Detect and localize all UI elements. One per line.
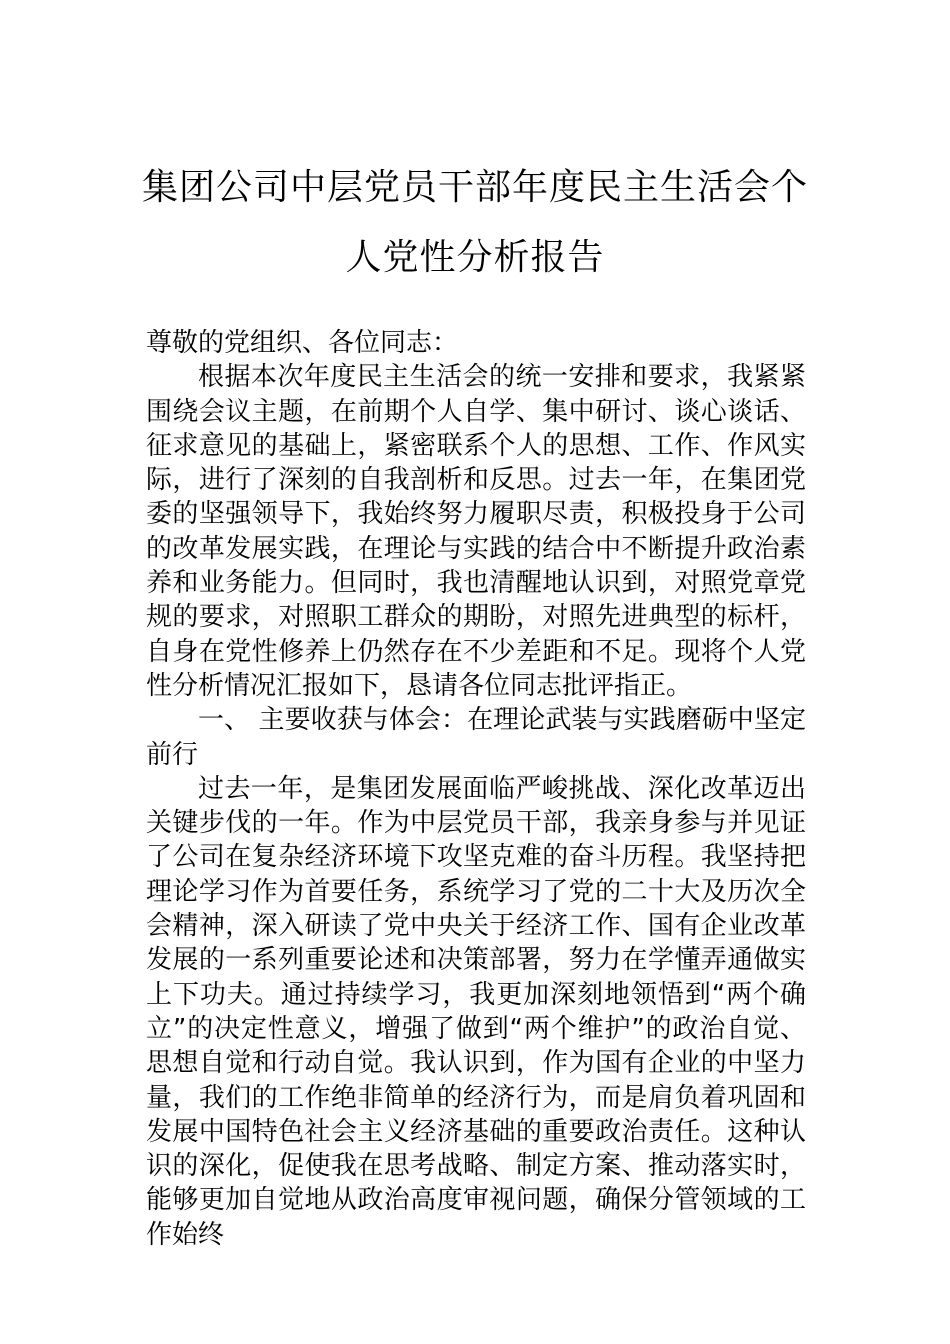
document-title-line-1: 集团公司中层党员干部年度民主生活会个 [141,167,808,208]
salutation: 尊敬的党组织、各位同志： [146,328,459,358]
section-heading-1: 一、 主要收获与体会：在理论武装与实践磨砺中坚定前行 [146,705,806,770]
document-body [146,326,806,1252]
paragraph-intro: 根据本次年度民主生活会的统一安排和要求，我紧紧围绕会议主题，在前期个人自学、集中研讨、谈心谈话、征求意见的基础上，紧密联系个人的思想、工作、作风实际，进行了深刻的自我剖析和反思。过去一年，在集团党委的坚强领导下，我始终努力履职尽责，积极投身于公司的改革发展实践，在理论与实践的结合中不断提升政治素养和业务能力。但同时，我也清醒地认识到，对照党章党规的要求，对照职工群众的期盼，对照先进典型的标杆，自身在党性修养上仍然存在不少差距和不足。现将个人党性分析情况汇报如下，恳请各位同志批评指正。 [146,362,806,701]
document-title-line-2: 人党性分析报告 [345,237,605,278]
paragraph-section-1: 过去一年，是集团发展面临严峻挑战、深化改革迈出关键步伐的一年。作为中层党员干部，我亲身参与并见证了公司在复杂经济环境下攻坚克难的奋斗历程。我坚持把理论学习作为首要任务，系统学习了党的二十大及历次全会精神，深入研读了党中央关于经济工作、国有企业改革发展的一系列重要论述和决策部署，努力在学懂弄通做实上下功夫。通过持续学习，我更加深刻地领悟到“两个确立”的决定性意义，增强了做到“两个维护”的政治自觉、思想自觉和行动自觉。我认识到，作为国有企业的中坚力量，我们的工作绝非简单的经济行为，而是肩负着巩固和发展中国特色社会主义经济基础的重要政治责任。这种认识的深化，促使我在思考战略、制定方案、推动落实时，能够更加自觉地从政治高度审视问题，确保分管领域的工作始终 [146,773,806,1250]
